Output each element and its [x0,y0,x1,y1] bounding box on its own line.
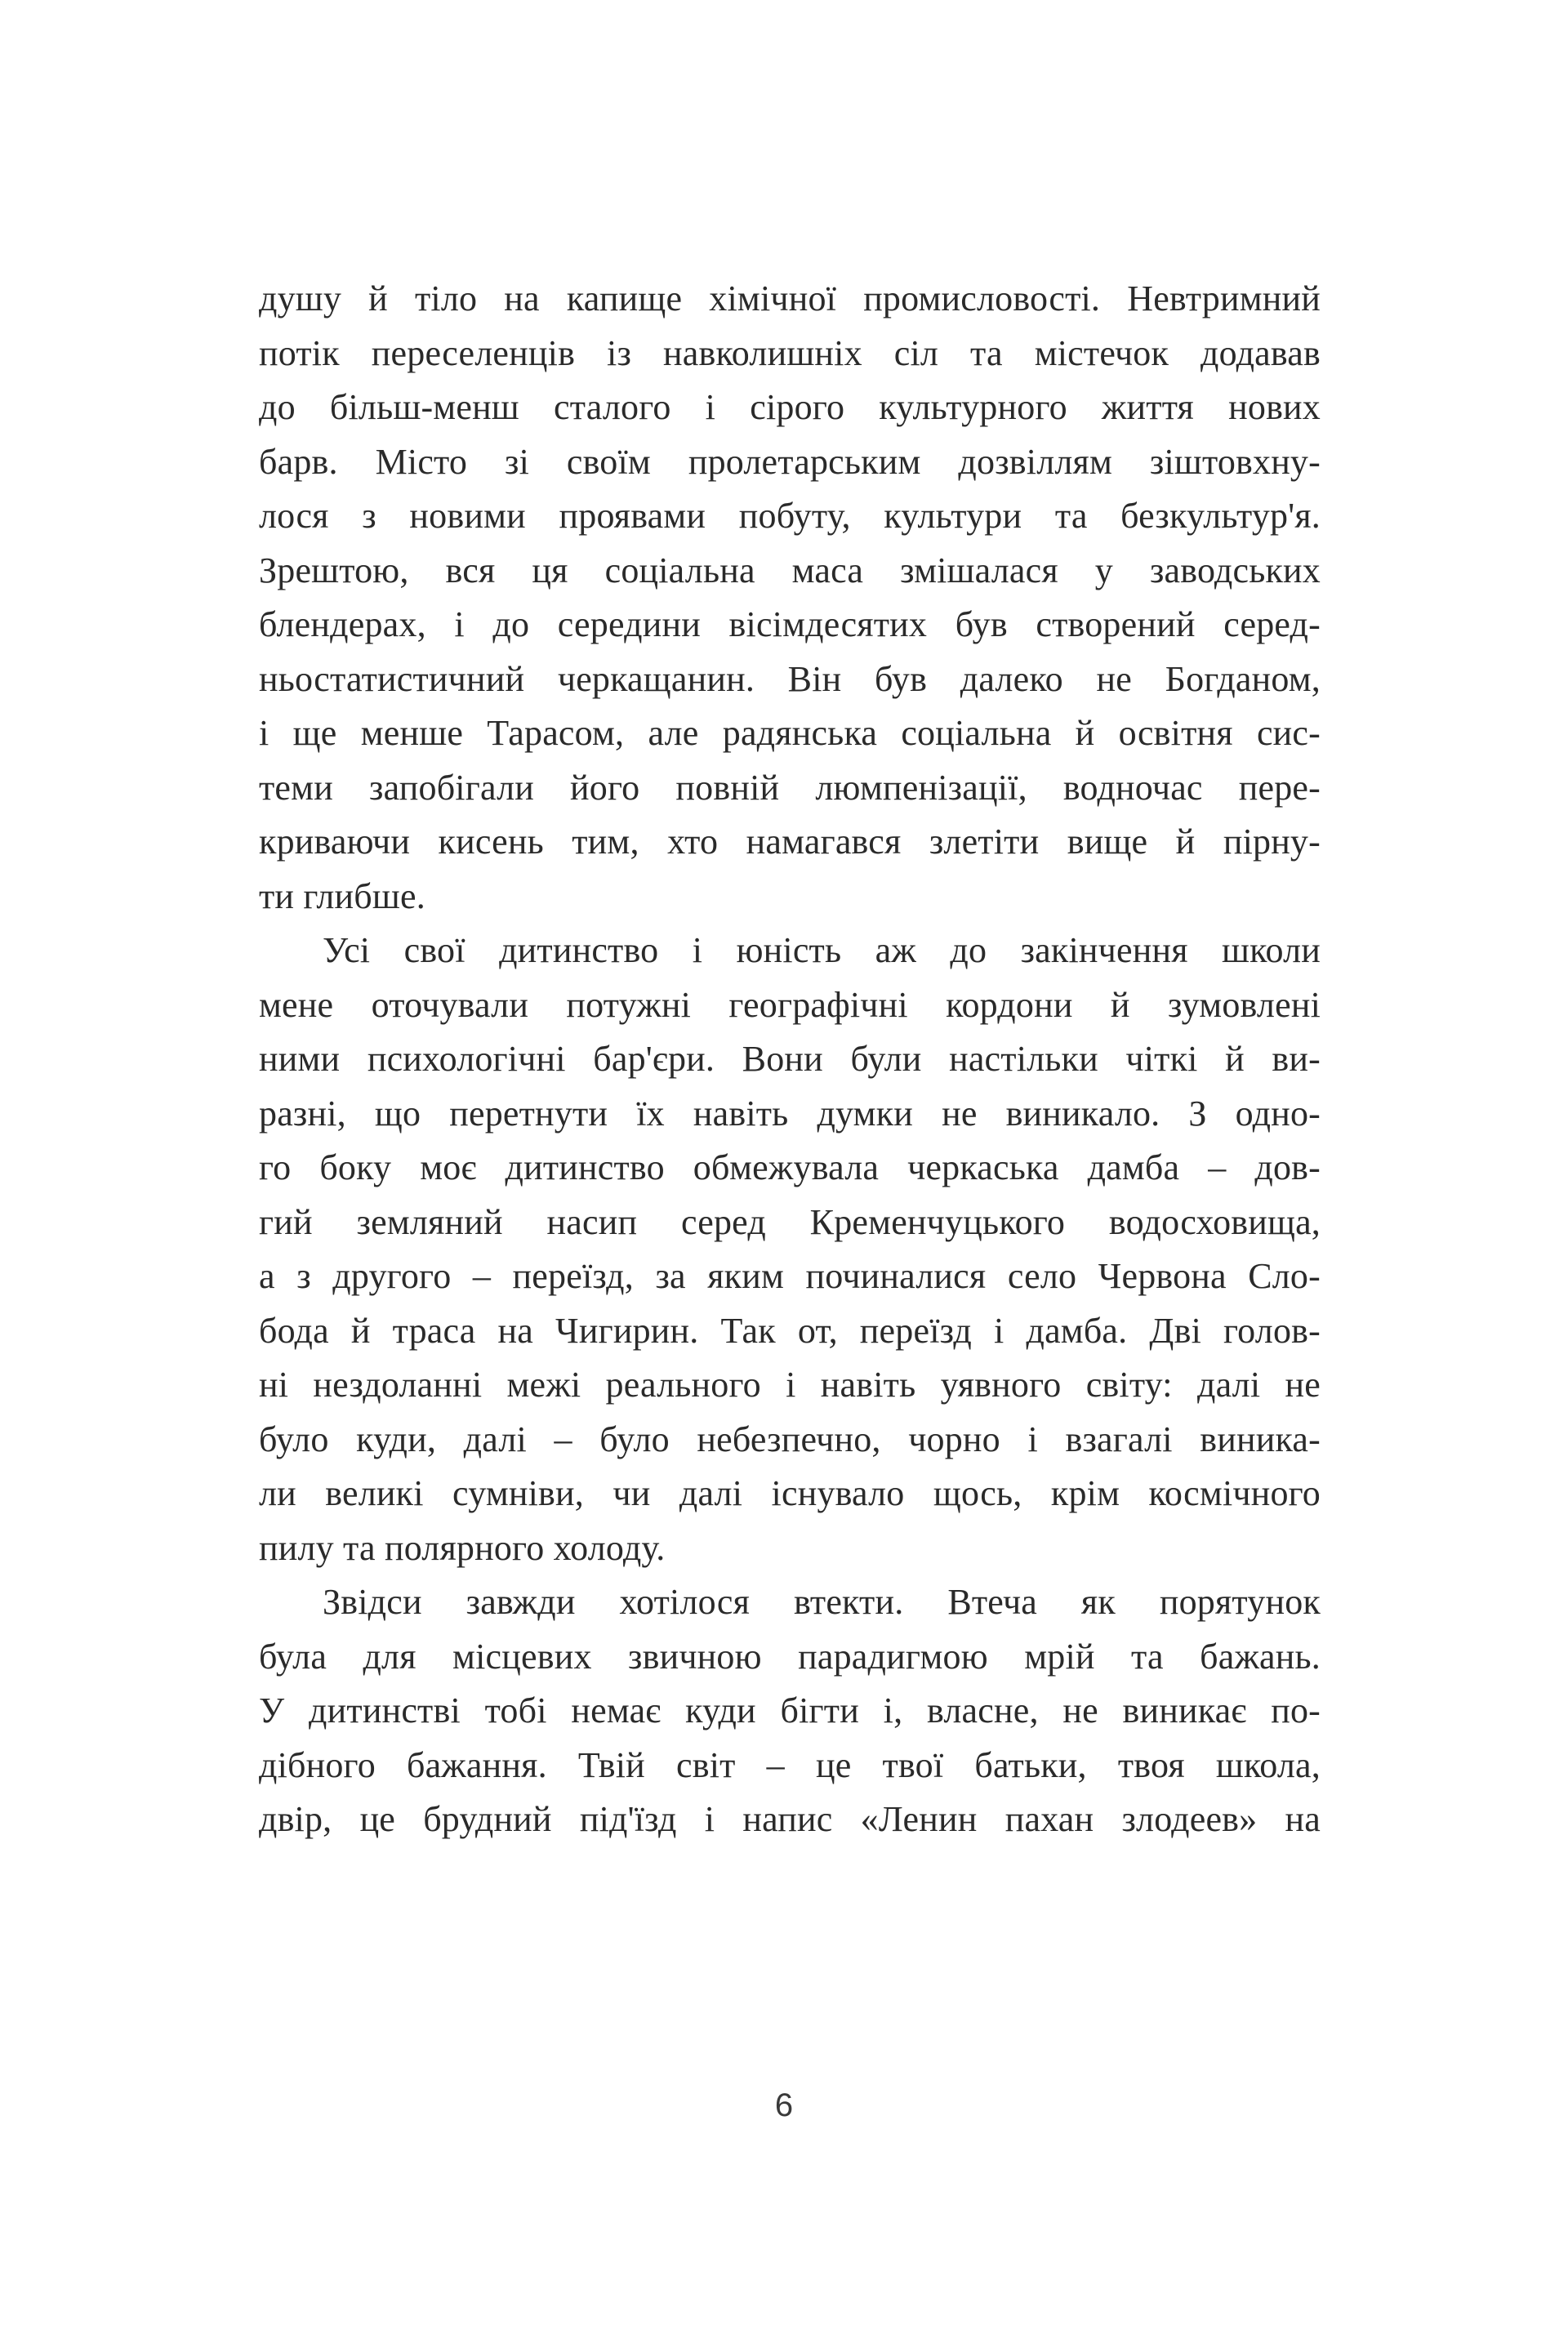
text-line: барв. Місто зі своїм пролетарським дозвіллям зіштовхну- [259,441,1321,482]
text-line: а з другого – переїзд, за яким починалися село Червона Сло- [259,1256,1321,1296]
paragraph-3 [259,1575,1321,1847]
text-line: блендерах, і до середини вісімдесятих був створений серед- [259,604,1321,644]
text-line: ними психологічні бар'єри. Вони були настільки чіткі й ви- [259,1039,1321,1079]
text-line: лося з новими проявами побуту, культури та безкультур'я. [259,496,1321,536]
text-line: теми запобігали його повній люмпенізації, водночас пере- [259,767,1321,808]
text-line: го боку моє дитинство обмежувала черкаська дамба – дов- [259,1147,1321,1187]
text-line: душу й тіло на капище хімічної промисловості. Невтримний [259,278,1321,318]
text-line: разні, що перетнути їх навіть думки не виникало. З одно- [259,1093,1321,1134]
text-line: Усі свої дитинство і юність аж до закінчення школи [323,930,1321,970]
paragraph-2 [259,924,1321,1575]
text-line: було куди, далі – було небезпечно, чорно і взагалі виника- [259,1419,1321,1459]
text-line: гий земляний насип серед Кременчуцького водосховища, [259,1201,1321,1242]
text-line: пилу та полярного холоду. [259,1527,666,1568]
text-line: до більш-менш сталого і сірого культурного життя нових [259,387,1321,427]
text-line: Зрештою, вся ця соціальна маса змішалася у заводських [259,550,1321,590]
text-line: бода й траса на Чигирин. Так от, переїзд і дамба. Дві голов- [259,1310,1321,1351]
paragraph-1 [259,272,1321,924]
text-line: ні нездоланні межі реального і навіть уявного світу: далі не [259,1365,1321,1405]
text-line: ти глибше. [259,875,425,916]
text-line: дібного бажання. Твій світ – це твої батьки, твоя школа, [259,1744,1321,1785]
text-line: двір, це брудний під'їзд і напис «Ленин пахан злодеев» на [259,1799,1321,1839]
text-line: мене оточували потужні географічні кордони й зумовлені [259,984,1321,1025]
text-line: У дитинстві тобі немає куди бігти і, власне, не виникає по- [259,1690,1321,1730]
page-number: 6 [774,2087,794,2123]
text-line: ньостатистичний черкащанин. Він був далеко не Богданом, [259,658,1321,699]
text-line: ли великі сумніви, чи далі існувало щось, крім космічного [259,1473,1321,1513]
text-line: і ще менше Тарасом, але радянська соціальна й освітня сис- [259,713,1321,753]
text-line: Звідси завжди хотілося втекти. Втеча як порятунок [323,1582,1321,1622]
body-text [259,272,1321,1847]
text-line: криваючи кисень тим, хто намагався злетіти вище й пірну- [259,822,1321,862]
text-line: потік переселенців із навколишніх сіл та містечок додавав [259,332,1321,373]
text-line: була для місцевих звичною парадигмою мрій та бажань. [259,1636,1321,1677]
